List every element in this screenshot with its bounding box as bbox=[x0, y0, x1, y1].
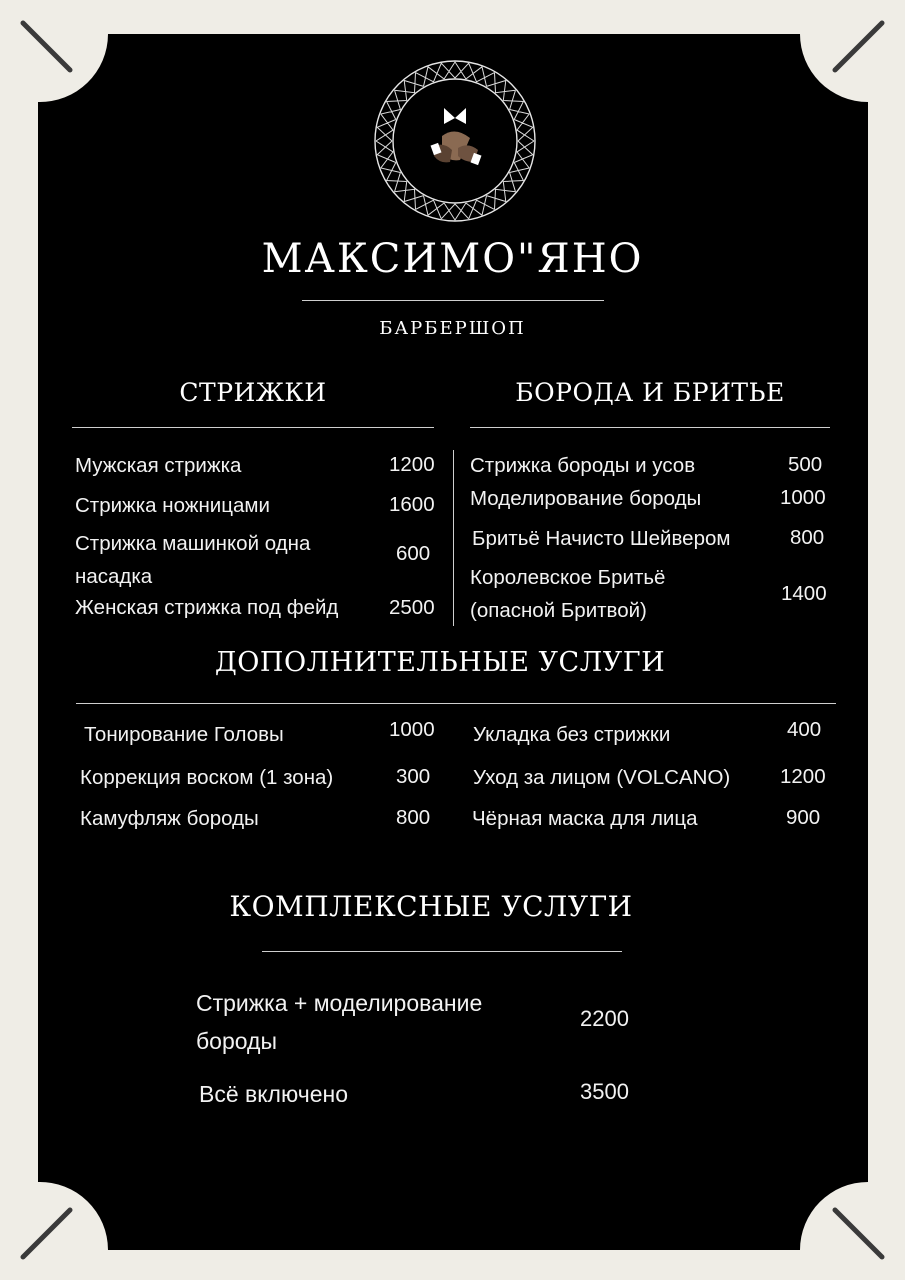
service-name: Чёрная маска для лица bbox=[472, 807, 698, 830]
service-price: 600 bbox=[396, 542, 431, 565]
service-price: 500 bbox=[788, 453, 823, 476]
service-price: 3500 bbox=[580, 1079, 629, 1104]
service-price: 1000 bbox=[389, 718, 435, 741]
section-title-haircuts: СТРИЖКИ bbox=[179, 378, 327, 407]
service-price: 2200 bbox=[580, 1006, 629, 1031]
service-name: Уход за лицом (VOLCANO) bbox=[473, 766, 731, 789]
service-name: Стрижка машинкой одна насадка bbox=[75, 532, 311, 588]
service-name: Всё включено bbox=[199, 1081, 348, 1107]
section-title-complex: КОМПЛЕКСНЫЕ УСЛУГИ bbox=[229, 890, 633, 923]
service-price: 900 bbox=[786, 806, 821, 829]
service-name: Стрижка ножницами bbox=[75, 494, 270, 517]
service-price: 300 bbox=[396, 765, 431, 788]
service-price: 1200 bbox=[389, 453, 435, 476]
service-price: 800 bbox=[790, 526, 825, 549]
service-name: Стрижка + моделирование бороды bbox=[196, 990, 483, 1054]
brand-subtitle: БАРБЕРШОП bbox=[379, 318, 526, 339]
service-name: Коррекция воском (1 зона) bbox=[80, 766, 334, 789]
service-price: 800 bbox=[396, 806, 431, 829]
service-name: Камуфляж бороды bbox=[80, 807, 259, 830]
brand-name: МАКСИМО"ЯНО bbox=[261, 236, 644, 282]
service-price: 1400 bbox=[781, 582, 827, 605]
section-title-extra: ДОПОЛНИТЕЛЬНЫЕ УСЛУГИ bbox=[214, 647, 666, 678]
logo-emblem bbox=[372, 58, 538, 224]
divider bbox=[302, 300, 604, 301]
divider bbox=[76, 703, 836, 704]
column-divider bbox=[453, 450, 454, 626]
service-name: Укладка без стрижки bbox=[473, 723, 671, 746]
service-price: 1600 bbox=[389, 493, 435, 516]
section-title-beard: БОРОДА И БРИТЬЕ bbox=[515, 378, 785, 407]
divider bbox=[72, 427, 434, 428]
service-name: Тонирование Головы bbox=[84, 723, 284, 746]
service-name: Королевское Бритьё (опасной Бритвой) bbox=[470, 566, 666, 622]
service-name: Стрижка бороды и усов bbox=[470, 454, 696, 477]
service-price: 1000 bbox=[780, 486, 826, 509]
service-price: 2500 bbox=[389, 596, 435, 619]
service-price: 1200 bbox=[780, 765, 826, 788]
service-name: Мужская стрижка bbox=[75, 454, 242, 477]
service-name: Женская стрижка под фейд bbox=[75, 596, 339, 619]
divider bbox=[262, 951, 622, 952]
service-name: Моделирование бороды bbox=[470, 487, 702, 510]
service-name: Бритьё Начисто Шейвером bbox=[472, 527, 731, 550]
divider bbox=[470, 427, 830, 428]
service-price: 400 bbox=[787, 718, 822, 741]
